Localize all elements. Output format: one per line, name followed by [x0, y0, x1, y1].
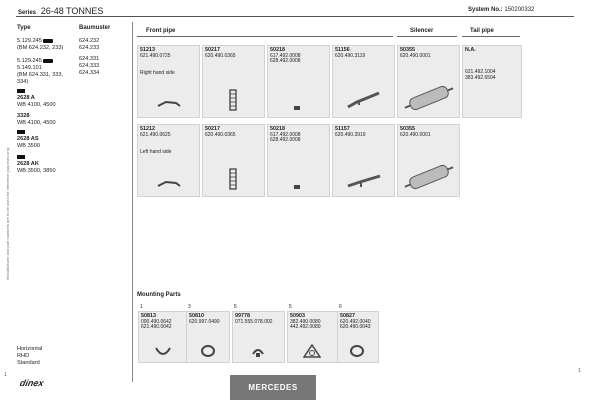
baumuster-header: Baumuster	[79, 25, 111, 31]
part-card[interactable]	[202, 124, 265, 197]
baumuster-item: 624.334	[79, 70, 100, 76]
mounting-number: 5	[289, 304, 292, 310]
mounting-number: 3	[188, 304, 191, 310]
flex-pipe-icon	[228, 168, 238, 190]
part-ref: 621.490.0625	[140, 131, 171, 138]
model-2-wb: WB 4100, 4500	[17, 120, 56, 126]
page-mark-left: 1	[4, 372, 7, 378]
engine-1-line2: (BM 624.232, 233)	[17, 45, 64, 51]
mounting-number: 5	[234, 304, 237, 310]
engine-1	[17, 38, 63, 52]
side-label: Left hand side	[140, 149, 172, 155]
part-ref: 620.490.3919	[335, 131, 366, 138]
part-ref: 621.490.0042	[141, 324, 172, 331]
mounting-parts-header: Mounting Parts	[137, 292, 181, 298]
ring-clamp-icon	[348, 344, 366, 358]
model-2	[17, 113, 56, 127]
mercedes-icon	[43, 39, 53, 43]
part-card[interactable]	[137, 45, 200, 118]
part-ref: 617.492.0008	[270, 52, 301, 59]
bent-pipe-icon	[345, 90, 383, 110]
disclaimer-text: Manufacturer and part numbers are to be used for reference purposes only	[5, 147, 10, 280]
config-orientation: Horizontal	[17, 346, 43, 352]
engine-2-line3: (BM 624.331, 333, 334)	[17, 72, 64, 85]
series-label: Series	[18, 10, 37, 16]
model-3-name: 2628 AS	[17, 136, 39, 142]
part-ref: 620.490.0001	[400, 131, 431, 138]
part-ref: 000.490.0642	[141, 318, 172, 325]
mounting-card[interactable]	[232, 311, 285, 363]
baumuster-item: 624.333	[79, 63, 100, 69]
silencer-icon	[401, 161, 457, 193]
engine-1-line1: 5.129.245	[17, 38, 42, 44]
tail-pipe-rule	[462, 36, 520, 37]
part-code: 50355	[400, 126, 415, 132]
model-3	[17, 129, 40, 150]
model-1	[17, 88, 56, 109]
flex-pipe-icon	[228, 89, 238, 111]
mounting-card[interactable]	[287, 311, 338, 363]
part-card[interactable]	[137, 124, 200, 197]
side-label: Right hand side	[140, 70, 175, 76]
model-4-wb: WB 3500, 3850	[17, 168, 56, 174]
part-ref: 620.490.0365	[205, 52, 236, 59]
series-title: 26-48 TONNES	[40, 6, 104, 16]
baumuster-list	[79, 38, 99, 77]
mercedes-icon	[43, 59, 53, 63]
model-3-wb: WB 3500	[17, 143, 41, 149]
silencer-rule	[397, 36, 457, 37]
baumuster-item: 624.233	[79, 45, 100, 51]
tail-pipe-header: Tail pipe	[470, 28, 494, 34]
part-ref: 383.492.6504	[465, 74, 496, 81]
system-number-label: System No.:	[468, 7, 503, 13]
u-clamp-icon	[154, 346, 172, 358]
part-ref: 382.490.0080	[290, 318, 321, 325]
mounting-number: 1	[140, 304, 143, 310]
part-card[interactable]	[202, 45, 265, 118]
part-code: 51157	[335, 126, 350, 132]
config-variant: Standard	[17, 360, 40, 366]
bolt-clamp-icon	[250, 344, 266, 358]
baumuster-item: 624.232	[79, 38, 100, 44]
mounting-card[interactable]	[138, 311, 190, 363]
part-card[interactable]	[267, 124, 330, 197]
brand-banner: MERCEDES	[230, 375, 316, 400]
part-code: 50217	[205, 47, 220, 53]
truck-icon	[17, 155, 25, 159]
model-4-name: 2628 AK	[17, 161, 39, 167]
model-1-name: 2628 A	[17, 95, 35, 101]
bent-pipe-icon	[345, 172, 383, 190]
part-ref: 628.492.0008	[270, 58, 301, 65]
part-code: 50217	[205, 126, 220, 132]
part-code: N.A.	[465, 47, 476, 53]
part-card[interactable]	[397, 124, 460, 197]
part-ref: 071.555.078.002	[235, 318, 273, 325]
model-1-wb: WB 4100, 4500	[17, 102, 56, 108]
baumuster-item: 624.331	[79, 56, 100, 62]
part-ref: 621.490.0725	[140, 52, 171, 59]
column-divider	[132, 22, 133, 382]
part-code: 99778	[235, 313, 250, 319]
engine-2-line2: 5.149.101	[17, 65, 42, 71]
part-card[interactable]	[462, 45, 522, 118]
part-ref: 620.490.3119	[335, 52, 366, 59]
type-header: Type	[17, 25, 31, 31]
silencer-icon	[401, 82, 457, 114]
part-code: 51212	[140, 126, 155, 132]
part-card[interactable]	[332, 124, 395, 197]
truck-icon	[17, 130, 25, 134]
front-pipe-rule	[137, 36, 393, 37]
part-ref: 628.492.0008	[270, 137, 301, 144]
front-pipe-bracket-icon	[156, 178, 182, 190]
system-number-heading	[468, 7, 534, 13]
part-code: 50218	[270, 126, 285, 132]
header-rule	[16, 16, 574, 17]
part-code: 51213	[140, 47, 155, 53]
truck-icon	[17, 89, 25, 93]
engine-2-line1: 5.129.245	[17, 58, 42, 64]
mounting-card[interactable]	[186, 311, 230, 363]
part-code: 50355	[400, 47, 415, 53]
config-drive: RHD	[17, 353, 30, 359]
part-code: 50903	[290, 313, 305, 319]
model-4	[17, 154, 56, 175]
part-code: 51156	[335, 47, 350, 53]
part-card[interactable]	[397, 45, 460, 118]
part-ref: 620.490.0001	[400, 52, 431, 59]
engine-2	[17, 58, 69, 86]
part-code: 50813	[141, 313, 156, 319]
front-pipe-bracket-icon	[156, 98, 182, 110]
system-number-value: 150200332	[504, 7, 535, 13]
clamp-icon	[292, 104, 302, 112]
page-mark-right: 1	[578, 368, 581, 374]
part-ref: 620.997.0490	[189, 318, 220, 325]
part-code: 50827	[340, 313, 355, 319]
part-card[interactable]	[267, 45, 330, 118]
dinex-logo: dinex	[18, 378, 45, 388]
clamp-icon	[292, 183, 302, 191]
part-ref: 620.490.0043	[340, 324, 371, 331]
series-heading	[18, 6, 103, 16]
part-ref: 617.492.0008	[270, 131, 301, 138]
part-card[interactable]	[332, 45, 395, 118]
part-ref: 620.492.0040	[340, 318, 371, 325]
part-ref: 621.492.1004	[465, 69, 496, 75]
mounting-number: 6	[339, 304, 342, 310]
part-ref: 620.490.0365	[205, 131, 236, 138]
mounting-card[interactable]	[337, 311, 379, 363]
model-2-name: 3328	[17, 113, 30, 119]
silencer-header: Silencer	[410, 28, 434, 34]
part-ref: 442.492.0080	[290, 324, 321, 331]
part-code: 50810	[189, 313, 204, 319]
gasket-icon	[303, 344, 321, 358]
part-code: 50218	[270, 47, 285, 53]
front-pipe-header: Front pipe	[146, 28, 176, 34]
configuration-footer	[17, 346, 42, 367]
ring-clamp-icon	[199, 344, 217, 358]
